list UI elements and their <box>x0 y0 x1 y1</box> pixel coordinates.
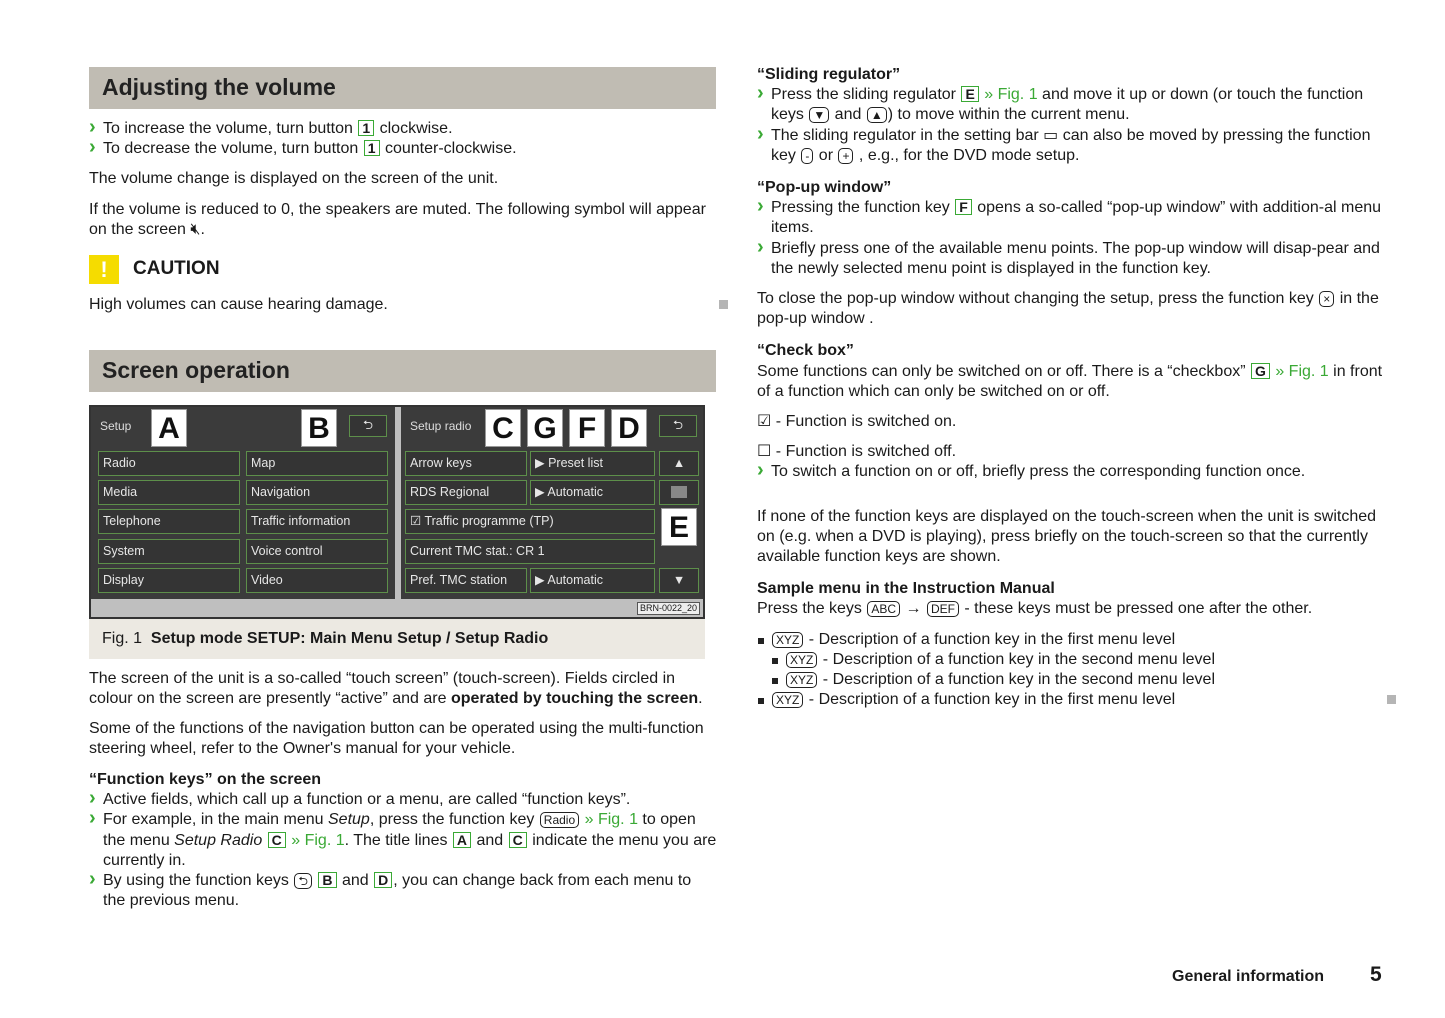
text: indicate the menu you are currently in. <box>103 831 717 869</box>
text: to open the menu <box>103 811 696 849</box>
subheading: “Check box” <box>757 342 854 360</box>
setting-button: Pref. TMC station <box>405 568 527 593</box>
caution-text <box>89 295 717 315</box>
function-key: - <box>801 148 813 164</box>
function-key: XYZ <box>786 672 817 688</box>
text: , press the function key <box>369 811 539 829</box>
left-column <box>89 0 717 911</box>
figure-ref-box: E <box>961 86 978 102</box>
figure-code: BRN-0022_20 <box>637 602 700 615</box>
list-item <box>757 630 1387 650</box>
text: and <box>830 106 866 124</box>
setting-button: Current TMC stat.: CR 1 <box>405 539 655 564</box>
figure-ref-box: C <box>268 832 286 848</box>
text: ☐ - Function is switched off. <box>757 443 957 461</box>
text: Press the sliding regulator <box>771 86 961 104</box>
text: Briefly press one of the available menu points. The pop-up window will disap-pear and the newly selected menu point is displayed in the function key. <box>771 239 1380 277</box>
text <box>313 872 317 889</box>
figure-ref-box: B <box>318 872 336 888</box>
text: High volumes can cause hearing damage. <box>89 296 388 314</box>
figure-link[interactable]: » Fig. 1 <box>1270 362 1329 380</box>
text: Some of the functions of the navigation button can be operated using the multi-function steering wheel, refer to the Owner's manual for your vehicle. <box>89 719 704 757</box>
bullet <box>757 198 1387 238</box>
text: Press the keys <box>757 600 867 618</box>
slider-regulator <box>659 480 699 505</box>
scroll-up-button: ▲ <box>659 451 699 476</box>
text: The sliding regulator in the setting bar <box>771 126 1044 144</box>
text: - Description of a function key in the first menu level <box>804 630 1176 648</box>
figure-caption-text: Setup mode SETUP: Main Menu Setup / Setup Radio <box>150 630 549 648</box>
bullet <box>89 790 717 810</box>
bullet <box>89 871 717 911</box>
setting-button: RDS Regional <box>405 480 527 505</box>
text: or <box>814 146 838 164</box>
figure-ref-box: A <box>453 832 471 848</box>
function-key: ⮌ <box>294 873 312 889</box>
paragraph <box>757 412 1387 432</box>
bullet <box>757 126 1387 166</box>
paragraph <box>89 169 717 189</box>
bullet <box>89 810 717 871</box>
list-item <box>757 650 1387 670</box>
function-key: + <box>838 148 853 164</box>
figure-link[interactable]: » Fig. 1 <box>580 811 638 829</box>
text: Active fields, which call up a function or a menu, are called “function keys”. <box>103 791 631 809</box>
bullet <box>757 462 1387 482</box>
function-key: XYZ <box>772 632 803 648</box>
page-number: 5 <box>1370 963 1382 986</box>
footer-section: General information <box>1172 968 1325 985</box>
text: ☑ - Function is switched on. <box>757 413 957 431</box>
setup-radio-title: Setup radio <box>410 419 472 434</box>
menu-button: Media <box>98 480 240 505</box>
figure-ref-box: 1 <box>358 120 374 136</box>
menu-button: Display <box>98 568 240 593</box>
figure-link[interactable]: » Fig. 1 <box>286 831 345 849</box>
figure-ref-box: 1 <box>364 140 380 156</box>
text <box>262 832 266 849</box>
scroll-down-button: ▼ <box>659 568 699 593</box>
subheading: “Sliding regulator” <box>757 66 901 83</box>
text: Pressing the function key <box>771 199 955 217</box>
list-item <box>757 690 1387 710</box>
setting-button: ☑ Traffic programme (TP) <box>405 509 655 534</box>
menu-button: Radio <box>98 451 240 476</box>
italic-text: Setup Radio <box>174 831 263 849</box>
figure-ref-box: G <box>1251 363 1270 379</box>
italic-text: Setup <box>328 811 370 829</box>
function-key: ▲ <box>867 107 887 123</box>
setting-button: Arrow keys <box>405 451 527 476</box>
text: The screen of the unit is a so-called “touch screen” (touch-screen). Fields circled in colour on the screen are presently “active” and are <box>89 670 676 708</box>
setting-button: ▶ Automatic <box>530 568 655 593</box>
bold-text: operated by touching the screen <box>450 690 699 708</box>
text: can also be moved by pressing the function key <box>771 126 1371 164</box>
paragraph <box>757 599 1387 619</box>
text: - these keys must be pressed one after the other. <box>959 600 1313 618</box>
figure-ref-box: F <box>955 199 972 215</box>
text: and move it up or down (or touch the function keys <box>771 86 1364 124</box>
caution-title: CAUTION <box>133 258 220 280</box>
menu-button: Telephone <box>98 509 240 534</box>
text: . <box>698 690 703 708</box>
figure-screen <box>89 405 705 619</box>
text: in the pop-up window . <box>757 290 1379 328</box>
text: - Description of a function key in the second menu level <box>818 650 1215 668</box>
label-a: A <box>151 409 187 447</box>
function-key: XYZ <box>786 652 817 668</box>
text: If the volume is reduced to 0, the speakers are muted. The following symbol will appear on the screen <box>89 200 706 238</box>
text: - Description of a function key in the second menu level <box>818 671 1215 689</box>
caution-header <box>89 255 717 284</box>
text: and <box>337 872 374 890</box>
section-end-marker <box>719 300 728 309</box>
text: clockwise. <box>375 120 453 137</box>
paragraph <box>89 669 717 709</box>
label-d: D <box>611 409 647 447</box>
function-key: DEF <box>927 601 959 617</box>
label-e: E <box>661 508 697 546</box>
bullet <box>89 139 717 159</box>
paragraph <box>757 289 1387 329</box>
function-key: Radio <box>540 812 579 828</box>
text: in front of a function which can only be switched on or off. <box>757 362 1383 400</box>
text: , e.g., for the DVD mode setup. <box>854 146 1080 164</box>
text: opens a so-called “pop-up window” with addition-al menu items. <box>771 199 1382 237</box>
text: To close the pop-up window without changing the setup, press the function key <box>757 290 1319 308</box>
figure-caption <box>89 619 705 659</box>
menu-button: System <box>98 539 240 564</box>
setting-button: ▶ Automatic <box>530 480 655 505</box>
figure-ref-box: C <box>509 832 527 848</box>
text: - Description of a function key in the first menu level <box>804 691 1176 709</box>
section-title-volume: Adjusting the volume <box>89 67 716 109</box>
text: For example, in the main menu <box>103 811 328 829</box>
list-item <box>757 670 1387 690</box>
label-g: G <box>527 409 563 447</box>
paragraph <box>757 442 1387 462</box>
text: , you can change back from each menu to the previous menu. <box>103 872 692 910</box>
menu-button: Traffic information <box>246 509 388 534</box>
subheading: Sample menu in the Instruction Manual <box>757 580 1055 598</box>
paragraph <box>89 719 717 759</box>
menu-button: Map <box>246 451 388 476</box>
paragraph <box>89 200 717 240</box>
figure-link[interactable]: » Fig. 1 <box>979 86 1038 104</box>
text: ▭ <box>1043 126 1059 144</box>
list-item-content <box>771 691 1175 708</box>
figure-number: Fig. 1 <box>102 630 143 648</box>
text: Some functions can only be switched on or off. There is a “checkbox” <box>757 362 1250 380</box>
text: To switch a function on or off, briefly press the corresponding function once. <box>771 463 1306 481</box>
text: . The title lines <box>344 831 452 849</box>
back-button: ⮌ <box>659 415 697 437</box>
text: → <box>901 600 926 618</box>
text: 🔇︎. <box>190 220 205 238</box>
setup-radio-panel <box>401 407 703 599</box>
text: By using the function keys <box>103 872 294 890</box>
text: and <box>472 831 508 849</box>
setting-button: ▶ Preset list <box>530 451 655 476</box>
setup-title: Setup <box>100 419 132 434</box>
text: To decrease the volume, turn button <box>103 140 363 158</box>
label-b: B <box>301 409 337 447</box>
section-title-screen: Screen operation <box>89 350 716 392</box>
bullet <box>757 239 1387 279</box>
label-c: C <box>485 409 521 447</box>
subheading: “Pop-up window” <box>757 179 892 197</box>
bullet <box>757 85 1387 125</box>
paragraph <box>757 362 1387 402</box>
function-key: ▼ <box>809 107 829 123</box>
function-key: ABC <box>867 601 900 617</box>
paragraph <box>757 507 1387 568</box>
text: To increase the volume, turn button <box>103 120 358 137</box>
text: The volume change is displayed on the screen of the unit. <box>89 170 499 188</box>
bullet <box>89 119 717 139</box>
menu-button: Video <box>246 568 388 593</box>
function-key: × <box>1319 291 1334 307</box>
menu-button: Voice control <box>246 539 388 564</box>
text: If none of the function keys are displayed on the touch-screen when the unit is switched on (e.g. when a DVD is playing), press briefly on the touch-screen so that the currently available function keys are shown. <box>757 507 1377 566</box>
figure-ref-box: D <box>374 872 392 888</box>
right-column <box>757 0 1387 710</box>
caution-text-content <box>89 296 388 313</box>
function-key: XYZ <box>772 692 803 708</box>
subheading: “Function keys” on the screen <box>89 771 322 789</box>
menu-button: Navigation <box>246 480 388 505</box>
section-end-marker <box>1387 695 1396 704</box>
label-f: F <box>569 409 605 447</box>
setup-panel <box>91 407 395 599</box>
caution-warning-icon: ! <box>89 255 119 284</box>
back-button: ⮌ <box>349 415 387 437</box>
text: ) to move within the current menu. <box>887 106 1130 124</box>
text: counter-clockwise. <box>380 140 517 158</box>
